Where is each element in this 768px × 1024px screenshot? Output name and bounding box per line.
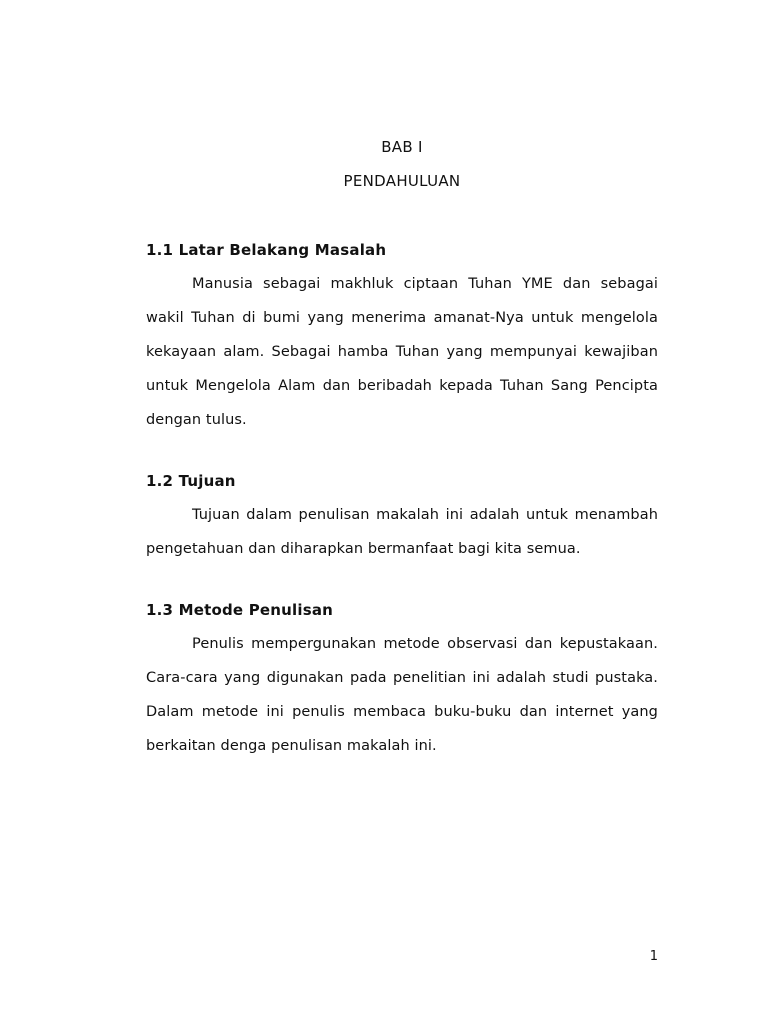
section-latar-belakang xyxy=(146,233,658,437)
page-number: 1 xyxy=(649,949,658,964)
section-heading: 1.1 Latar Belakang Masalah xyxy=(146,241,387,259)
section-heading: 1.3 Metode Penulisan xyxy=(146,601,334,619)
section-metode-penulisan xyxy=(146,593,658,763)
section-tujuan xyxy=(146,464,658,566)
chapter-label: BAB I xyxy=(381,138,423,156)
section-heading: 1.2 Tujuan xyxy=(146,472,236,490)
section-paragraph: Manusia sebagai makhluk ciptaan Tuhan YME dan sebagai wakil Tuhan di bumi yang menerima amanat-Nya untuk mengelola kekayaan alam. Sebagai hamba Tuhan yang mempunyai kewajiban untuk Mengelola Alam dan beribadah kepada Tuhan Sang Pencipta dengan tulus. xyxy=(146,276,658,428)
page-content xyxy=(146,130,658,790)
section-paragraph: Tujuan dalam penulisan makalah ini adalah untuk menambah pengetahuan dan diharapkan bermanfaat bagi kita semua. xyxy=(146,507,658,557)
section-paragraph: Penulis mempergunakan metode observasi dan kepustakaan. Cara-cara yang digunakan pada penelitian ini adalah studi pustaka. Dalam metode ini penulis membaca buku-buku dan internet yang berkaitan denga penulisan makalah ini. xyxy=(146,636,658,754)
chapter-title: PENDAHULUAN xyxy=(343,172,461,190)
